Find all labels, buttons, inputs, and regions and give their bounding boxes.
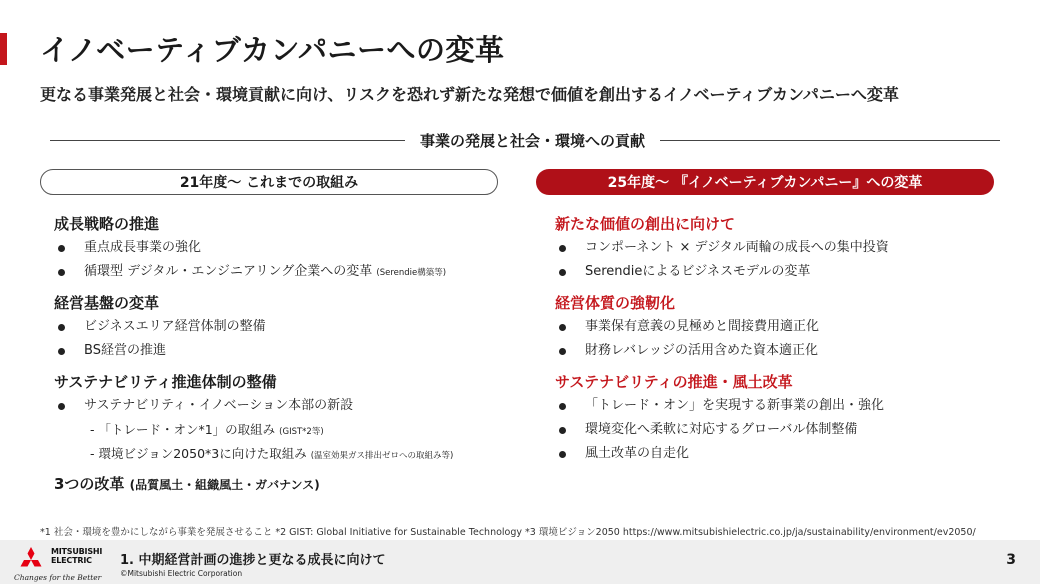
bullet-dot-icon [559,348,566,355]
left-heading-reforms: 3つの改革 (品質風土・組織風土・ガバナンス) [54,475,320,493]
left-heading-management: 経営基盤の変革 [54,294,160,312]
bullet-dot-icon [559,269,566,276]
left-heading-growth: 成長戦略の推進 [54,215,160,233]
bullet-note: (Serendie構築等) [376,268,447,278]
divider-line-right [660,140,1000,141]
list-item: 「トレード・オン」を実現する新事業の創出・強化 [555,394,1025,418]
heading-note: (品質風土・組織風土・ガバナンス) [129,478,320,492]
list-item: ビジネスエリア経営体制の整備 [54,315,524,339]
sub-item: - 環境ビジョン2050*3に向けた取組み (温室効果ガス排出ゼロへの取組み等) [90,446,454,461]
brand-name: MITSUBISHI ELECTRIC [51,547,103,565]
list-item: 重点成長事業の強化 [54,236,524,260]
list-item: 風土改革の自走化 [555,442,1025,466]
page-title: イノベーティブカンパニーへの変革 [40,33,505,67]
divider-line-left [50,140,405,141]
left-column [54,212,524,496]
bullet-dot-icon [58,245,65,252]
right-heading-value: 新たな価値の創出に向けて [555,215,736,233]
bullet-dot-icon [559,245,566,252]
right-column-pill: 25年度〜 『イノベーティブカンパニー』への変革 [536,169,994,195]
list-item: BS経営の推進 [54,339,524,363]
title-accent-bar [0,33,7,65]
bullet-dot-icon [58,348,65,355]
sub-item-note: (温室効果ガス排出ゼロへの取組み等) [310,451,454,461]
section-divider [40,128,1000,152]
right-heading-resilience: 経営体質の強靭化 [555,294,676,312]
sub-item: - 「トレード・オン*1」の取組み (GIST*2等) [90,422,324,437]
copyright: ©Mitsubishi Electric Corporation [120,569,243,578]
company-logo [14,544,102,580]
section-label: 事業の発展と社会・環境への貢献 [420,132,646,150]
bullet-dot-icon [559,427,566,434]
page-subtitle: 更なる事業発展と社会・環境貢献に向け、リスクを恐れず新たな発想で価値を創出するイノベーティブカンパニーへ変革 [40,85,899,104]
bullet-dot-icon [58,324,65,331]
list-item: 財務レバレッジの活用含めた資本適正化 [555,339,1025,363]
left-heading-sustainability: サステナビリティ推進体制の整備 [54,373,277,391]
list-item: 環境変化へ柔軟に対応するグローバル体制整備 [555,418,1025,442]
bullet-dot-icon [559,451,566,458]
footer-title: 1. 中期経営計画の進捗と更なる成長に向けて [120,553,386,568]
left-column-pill: 21年度〜 これまでの取組み [40,169,498,195]
sub-item-note: (GIST*2等) [279,427,324,437]
footer-bar [0,540,1040,584]
footnote: *1 社会・環境を豊かにしながら事業を発展させること *2 GIST: Global Initiative for Sustainable Technology *3 環境ビジョン2050 https://www.mitsubishielectric.co.jp/ja/sustainability/environment/ev2050/ [40,527,976,538]
list-item: Serendieによるビジネスモデルの変革 [555,260,1025,284]
list-item: コンポーネント × デジタル両輪の成長への集中投資 [555,236,1025,260]
right-column [555,212,1025,466]
list-item: 循環型 デジタル・エンジニアリング企業への変革 (Serendie構築等) [54,260,524,284]
list-item: 事業保有意義の見極めと間接費用適正化 [555,315,1025,339]
brand-tagline: Changes for the Better [14,573,102,582]
list-item: サステナビリティ・イノベーション本部の新設 [54,394,524,418]
bullet-dot-icon [58,403,65,410]
bullet-dot-icon [559,324,566,331]
right-heading-sustainability: サステナビリティの推進・風土改革 [555,373,793,391]
three-diamonds-icon [14,547,48,573]
bullet-dot-icon [559,403,566,410]
bullet-dot-icon [58,269,65,276]
page-number: 3 [1006,552,1016,568]
